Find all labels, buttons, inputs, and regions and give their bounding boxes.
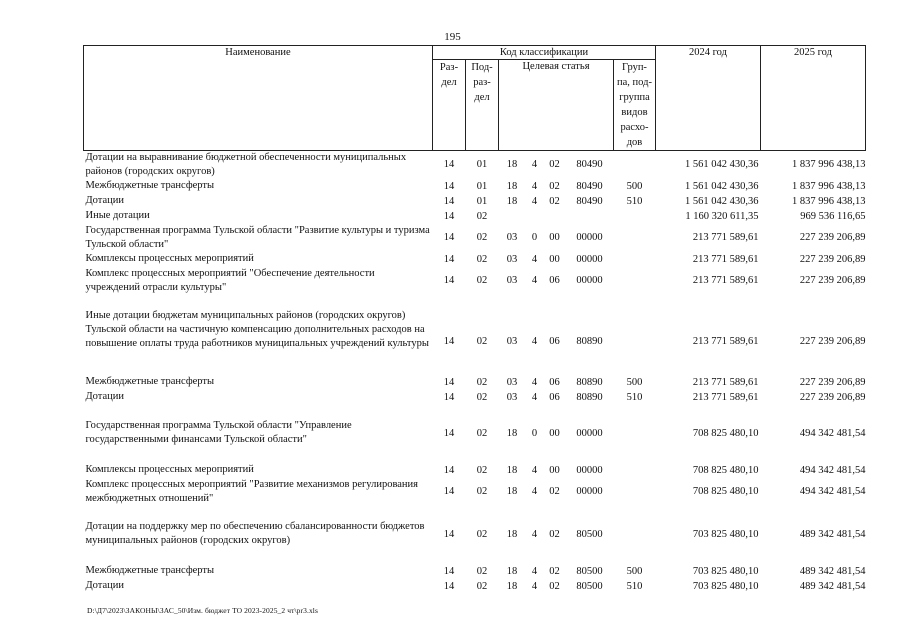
target-program-cell: 18 <box>506 529 518 540</box>
group-cell <box>614 463 656 478</box>
target-subitem-cell: 06 <box>549 336 560 347</box>
header-group: Груп- па, под- группа видов расхо- дов <box>614 60 656 151</box>
target-code-cell: 00000 <box>576 275 603 286</box>
row-spacer <box>84 506 866 520</box>
target-subitem-cell: 00 <box>549 428 560 439</box>
table-row <box>84 520 866 550</box>
target-code-cell: 80500 <box>576 565 603 577</box>
amount-2025-cell: 494 342 481,54 <box>799 464 866 476</box>
amount-2025-cell: 494 342 481,54 <box>799 486 866 497</box>
amount-2025-cell: 227 239 206,89 <box>799 336 866 347</box>
target-program-cell: 18 <box>506 580 518 592</box>
row-spacer <box>84 295 866 309</box>
amount-2024-cell: 213 771 589,61 <box>692 275 759 286</box>
target-code-cell: 00000 <box>576 464 603 476</box>
amount-2025-cell: 1 837 996 438,13 <box>792 180 866 192</box>
target-code-cell: 00000 <box>576 253 603 265</box>
target-direction-cell: 4 <box>531 275 538 286</box>
amount-2025-cell: 489 342 481,54 <box>799 580 866 592</box>
header-2024: 2024 год <box>656 46 761 151</box>
target-code-cell: 00000 <box>576 486 603 497</box>
group-cell <box>614 419 656 449</box>
podrazdel-cell: 02 <box>476 210 488 222</box>
razdel-cell: 14 <box>443 180 455 192</box>
amount-2024-cell: 213 771 589,61 <box>692 391 759 403</box>
table-row <box>84 564 866 579</box>
target-code-cell: 80890 <box>576 391 603 403</box>
amount-2025-cell: 969 536 116,65 <box>800 210 866 222</box>
podrazdel-cell: 02 <box>476 376 488 388</box>
amount-2024-cell: 703 825 480,10 <box>692 529 759 540</box>
target-direction-cell: 4 <box>531 376 538 388</box>
item-name: Комплексы процессных мероприятий <box>85 464 254 475</box>
target-subitem-cell: 02 <box>549 159 560 170</box>
table-row <box>84 579 866 594</box>
item-name: Комплексы процессных мероприятий <box>85 253 254 264</box>
target-code-cell: 80500 <box>576 529 603 540</box>
razdel-cell: 14 <box>443 529 455 540</box>
podrazdel-cell: 02 <box>476 580 488 592</box>
target-program-cell: 18 <box>506 428 518 439</box>
amount-2025-cell: 1 837 996 438,13 <box>792 159 866 170</box>
group-cell <box>614 224 656 252</box>
amount-2025-cell: 227 239 206,89 <box>799 275 866 286</box>
group-cell <box>614 309 656 375</box>
table-row <box>84 478 866 506</box>
item-name: Иные дотации <box>85 210 150 221</box>
podrazdel-cell: 02 <box>476 391 488 403</box>
target-program-cell: 03 <box>506 376 518 388</box>
amount-2024-cell: 1 561 042 430,36 <box>685 180 759 192</box>
row-spacer <box>84 449 866 463</box>
podrazdel-cell: 01 <box>476 180 488 192</box>
item-name: Дотации <box>85 195 125 206</box>
item-name: Дотации на выравнивание бюджетной обеспеченности муниципальных районов (городских округов) <box>85 152 407 177</box>
item-name: Межбюджетные трансферты <box>85 565 215 576</box>
group-cell <box>614 478 656 506</box>
target-subitem-cell: 02 <box>549 529 560 540</box>
header-2025: 2025 год <box>761 46 866 151</box>
target-direction-cell: 4 <box>531 336 538 347</box>
target-direction-cell: 4 <box>531 180 538 192</box>
target-direction-cell: 4 <box>531 486 538 497</box>
target-subitem-cell: 02 <box>549 565 560 577</box>
table-row <box>84 463 866 478</box>
target-program-cell: 03 <box>506 336 518 347</box>
table-row <box>84 267 866 295</box>
amount-2025-cell: 227 239 206,89 <box>799 376 866 388</box>
target-code-cell <box>566 209 614 224</box>
budget-table <box>83 45 866 594</box>
podrazdel-cell: 01 <box>476 159 488 170</box>
target-code-cell: 80890 <box>576 336 603 347</box>
amount-2024-cell: 213 771 589,61 <box>692 253 759 265</box>
podrazdel-cell: 02 <box>476 232 488 243</box>
page-number: 195 <box>444 31 461 43</box>
target-direction-cell: 4 <box>531 580 538 592</box>
item-name: Межбюджетные трансферты <box>85 376 215 387</box>
table-row <box>84 209 866 224</box>
target-program-cell: 03 <box>506 232 518 243</box>
item-name: Государственная программа Тульской области "Развитие культуры и туризма Тульской области" <box>85 225 430 250</box>
item-name: Комплекс процессных мероприятий "Обеспечение деятельности учреждений отрасли культуры" <box>85 268 375 293</box>
item-name: Комплекс процессных мероприятий "Развитие механизмов регулирования межбюджетных отношений" <box>85 479 418 504</box>
target-program-cell: 18 <box>506 464 518 476</box>
target-program-cell: 18 <box>506 195 518 207</box>
target-subitem-cell: 02 <box>549 486 560 497</box>
amount-2024-cell: 703 825 480,10 <box>692 565 759 577</box>
razdel-cell: 14 <box>443 565 455 577</box>
amount-2024-cell: 708 825 480,10 <box>692 464 759 476</box>
razdel-cell: 14 <box>443 210 455 222</box>
target-code-cell: 80490 <box>576 180 603 192</box>
amount-2025-cell: 227 239 206,89 <box>799 391 866 403</box>
target-subitem-cell <box>544 209 566 224</box>
target-program-cell <box>499 209 526 224</box>
podrazdel-cell: 02 <box>476 464 488 476</box>
header-target-item: Целевая статья <box>499 60 614 151</box>
row-spacer <box>84 405 866 419</box>
razdel-cell: 14 <box>443 464 455 476</box>
razdel-cell: 14 <box>443 159 455 170</box>
header-section: Раз- дел <box>433 60 466 151</box>
podrazdel-cell: 02 <box>476 336 488 347</box>
table-row <box>84 252 866 267</box>
razdel-cell: 14 <box>443 376 455 388</box>
podrazdel-cell: 02 <box>476 428 488 439</box>
group-cell <box>614 520 656 550</box>
razdel-cell: 14 <box>443 486 455 497</box>
razdel-cell: 14 <box>443 428 455 439</box>
podrazdel-cell: 02 <box>476 275 488 286</box>
amount-2024-cell: 1 561 042 430,36 <box>685 195 759 207</box>
group-cell: 510 <box>626 580 643 592</box>
header-code: Код классификации <box>433 46 656 60</box>
item-name: Дотации <box>85 391 125 402</box>
target-direction-cell: 4 <box>531 565 538 577</box>
razdel-cell: 14 <box>443 391 455 403</box>
group-cell <box>614 209 656 224</box>
target-program-cell: 03 <box>506 253 518 265</box>
target-direction-cell: 4 <box>531 195 538 207</box>
table-row <box>84 179 866 194</box>
amount-2024-cell: 1 561 042 430,36 <box>685 159 759 170</box>
file-path-footer: D:\Д7\2023\ЗАКОНЫ\ЗАС_50\Изм. бюджет ТО 2023-2025_2 чт\pr3.xls <box>87 606 318 615</box>
razdel-cell: 14 <box>443 275 455 286</box>
amount-2024-cell: 213 771 589,61 <box>692 376 759 388</box>
target-direction-cell: 4 <box>531 464 538 476</box>
table-row <box>84 419 866 449</box>
item-name: Дотации на поддержку мер по обеспечению сбалансированности бюджетов муниципальных районов (городских округов) <box>85 521 425 546</box>
podrazdel-cell: 01 <box>476 195 488 207</box>
target-direction-cell: 4 <box>531 391 538 403</box>
table-row <box>84 151 866 180</box>
target-direction-cell: 4 <box>531 253 538 265</box>
amount-2025-cell: 489 342 481,54 <box>799 565 866 577</box>
target-direction-cell: 0 <box>531 232 538 243</box>
group-cell <box>614 151 656 180</box>
amount-2024-cell: 703 825 480,10 <box>692 580 759 592</box>
table-row <box>84 194 866 209</box>
group-cell: 510 <box>626 195 643 207</box>
amount-2024-cell: 213 771 589,61 <box>692 336 759 347</box>
target-subitem-cell: 06 <box>549 275 560 286</box>
target-program-cell: 18 <box>506 180 518 192</box>
target-program-cell: 03 <box>506 275 518 286</box>
table-row <box>84 224 866 252</box>
target-program-cell: 18 <box>506 486 518 497</box>
amount-2025-cell: 489 342 481,54 <box>799 529 866 540</box>
amount-2025-cell: 227 239 206,89 <box>799 232 866 243</box>
table-row <box>84 375 866 390</box>
header-subsection: Под- раз- дел <box>466 60 499 151</box>
item-name: Государственная программа Тульской области "Управление государственными финансами Тульской области" <box>85 420 352 445</box>
podrazdel-cell: 02 <box>476 486 488 497</box>
target-subitem-cell: 02 <box>549 180 560 192</box>
target-code-cell: 80490 <box>576 195 603 207</box>
target-subitem-cell: 06 <box>549 391 560 403</box>
target-program-cell: 03 <box>506 391 518 403</box>
amount-2024-cell: 1 160 320 611,35 <box>685 210 759 222</box>
table-body <box>84 151 866 595</box>
target-subitem-cell: 00 <box>549 253 560 265</box>
item-name: Иные дотации бюджетам муниципальных районов (городских округов) Тульской области на частичную компенсацию дополнительных расходов на повышение оплаты труда работников муниципальных учреждений культуры <box>85 310 429 349</box>
row-spacer <box>84 550 866 564</box>
header-name: Наименование <box>84 46 433 151</box>
target-direction-cell: 4 <box>531 159 538 170</box>
razdel-cell: 14 <box>443 195 455 207</box>
target-code-cell: 80490 <box>576 159 603 170</box>
amount-2025-cell: 494 342 481,54 <box>799 428 866 439</box>
podrazdel-cell: 02 <box>476 529 488 540</box>
target-subitem-cell: 02 <box>549 580 560 592</box>
razdel-cell: 14 <box>443 232 455 243</box>
target-direction-cell <box>526 209 544 224</box>
target-code-cell: 00000 <box>576 428 603 439</box>
podrazdel-cell: 02 <box>476 565 488 577</box>
group-cell <box>614 267 656 295</box>
group-cell: 500 <box>626 565 643 577</box>
razdel-cell: 14 <box>443 253 455 265</box>
item-name: Дотации <box>85 580 125 591</box>
amount-2025-cell: 227 239 206,89 <box>799 253 866 265</box>
razdel-cell: 14 <box>443 580 455 592</box>
target-subitem-cell: 06 <box>549 376 560 388</box>
podrazdel-cell: 02 <box>476 253 488 265</box>
target-direction-cell: 4 <box>531 529 538 540</box>
target-code-cell: 80890 <box>576 376 603 388</box>
amount-2024-cell: 708 825 480,10 <box>692 486 759 497</box>
group-cell: 500 <box>626 376 643 388</box>
group-cell: 500 <box>626 180 643 192</box>
table-row <box>84 309 866 375</box>
amount-2024-cell: 213 771 589,61 <box>692 232 759 243</box>
target-code-cell: 00000 <box>576 232 603 243</box>
target-code-cell: 80500 <box>576 580 603 592</box>
target-subitem-cell: 02 <box>549 195 560 207</box>
target-program-cell: 18 <box>506 159 518 170</box>
group-cell <box>614 252 656 267</box>
target-subitem-cell: 00 <box>549 232 560 243</box>
item-name: Межбюджетные трансферты <box>85 180 215 191</box>
target-direction-cell: 0 <box>531 428 538 439</box>
table-row <box>84 390 866 405</box>
amount-2024-cell: 708 825 480,10 <box>692 428 759 439</box>
target-program-cell: 18 <box>506 565 518 577</box>
razdel-cell: 14 <box>443 336 455 347</box>
target-subitem-cell: 00 <box>549 464 560 476</box>
amount-2025-cell: 1 837 996 438,13 <box>792 195 866 207</box>
group-cell: 510 <box>626 391 643 403</box>
